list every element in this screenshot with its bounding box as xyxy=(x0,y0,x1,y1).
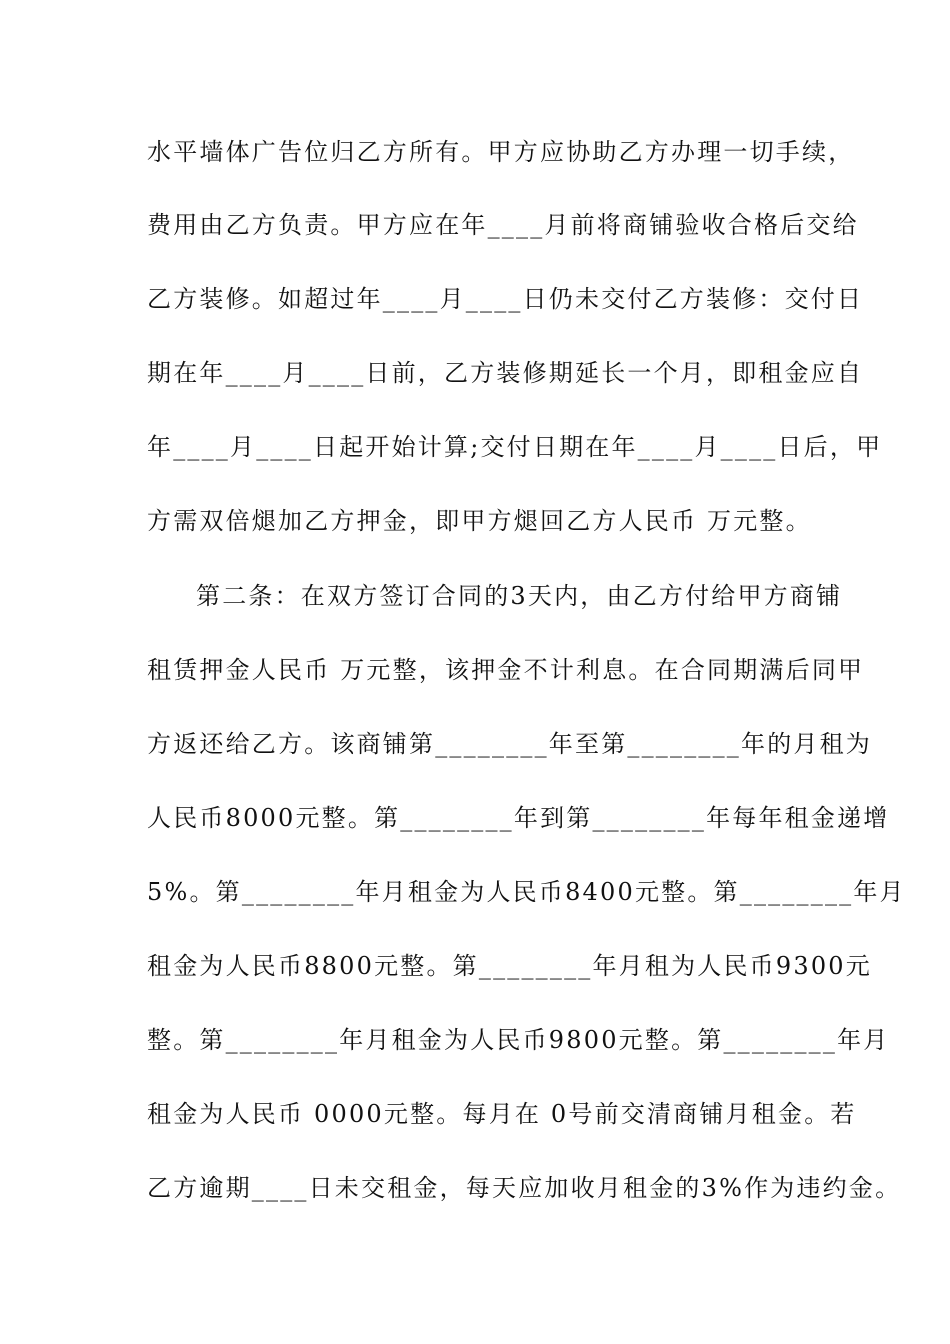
text-line: 方返还给乙方。该商铺第________年至第________年的月租为 xyxy=(147,730,872,758)
text-line: 费用由乙方负责。甲方应在年____月前将商铺验收合格后交给 xyxy=(147,211,859,239)
text-line: 租金为人民币 0000元整。每月在 0号前交清商铺月租金。若 xyxy=(147,1100,857,1128)
text-line: 期在年____月____日前，乙方装修期延长一个月，即租金应自 xyxy=(147,359,864,387)
text-line: 人民币8000元整。第________年到第________年每年租金递增 xyxy=(147,804,890,832)
text-line: 整。第________年月租金为人民币9800元整。第________年月 xyxy=(147,1026,890,1054)
text-line: 5%。第________年月租金为人民币8400元整。第________年月 xyxy=(147,878,906,906)
text-line: 租金为人民币8800元整。第________年月租为人民币9300元 xyxy=(147,952,872,980)
text-line: 乙方逾期____日未交租金，每天应加收月租金的3%作为违约金。 xyxy=(147,1174,902,1202)
text-line: 方需双倍煺加乙方押金，即甲方煺回乙方人民币 万元整。 xyxy=(147,507,812,535)
text-line: 乙方装修。如超过年____月____日仍未交付乙方装修：交付日 xyxy=(147,285,864,313)
paragraph-start-line: 第二条：在双方签订合同的3天内，由乙方付给甲方商铺 xyxy=(196,582,843,610)
text-line: 年____月____日起开始计算;交付日期在年____月____日后，甲 xyxy=(147,433,883,461)
text-line: 水平墙体广告位归乙方所有。甲方应协助乙方办理一切手续， xyxy=(147,138,855,166)
text-line: 租赁押金人民币 万元整，该押金不计利息。在合同期满后同甲 xyxy=(147,656,865,684)
